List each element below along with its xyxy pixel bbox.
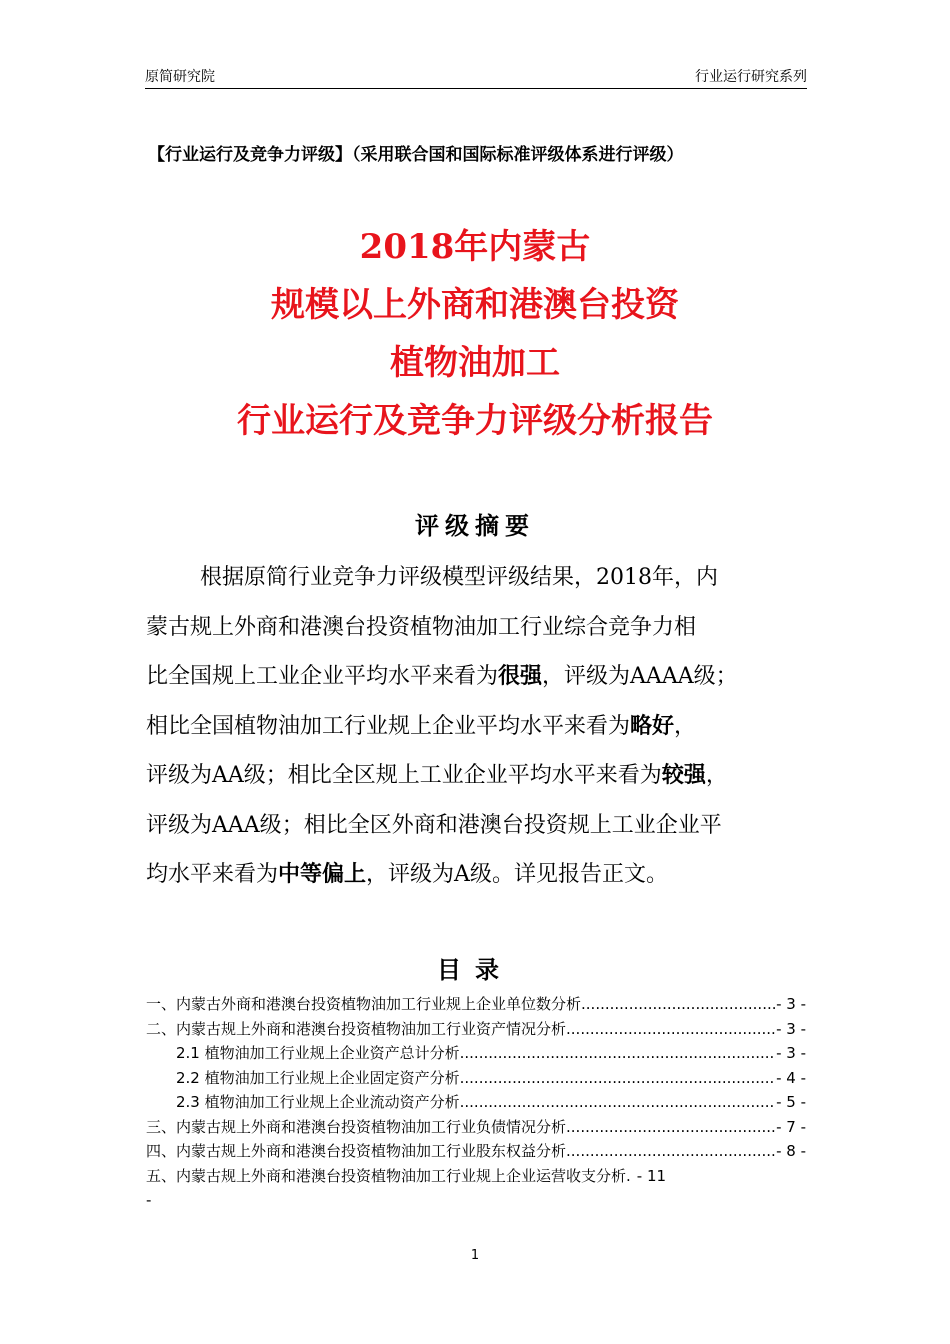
summary-text: 相比全国植物油加工行业规上企业平均水平来看为 bbox=[146, 713, 631, 739]
toc-entry-page: - 5 - bbox=[776, 1093, 806, 1111]
toc-entry-label: 二、内蒙古规上外商和港澳台投资植物油加工行业资产情况分析 bbox=[146, 1019, 567, 1038]
tagline-paren: （采用联合国和国际标准评级体系进行评级） bbox=[352, 145, 684, 165]
toc-entry-page: - 3 - bbox=[776, 1019, 806, 1038]
toc-entry-page: - 8 - bbox=[776, 1142, 806, 1160]
title-line-1: 2018年内蒙古 bbox=[359, 227, 591, 267]
title-line-2: 规模以上外商和港澳台投资 bbox=[271, 285, 679, 325]
rating-grade: A级 bbox=[454, 862, 492, 887]
tagline-bracket: 【行业运行及竞争力评级】 bbox=[148, 145, 352, 165]
header-series: 行业运行研究系列 bbox=[695, 69, 807, 85]
summary-text: ， bbox=[674, 713, 697, 739]
report-tagline bbox=[148, 140, 684, 165]
toc-entry-label: 一、内蒙古外商和港澳台投资植物油加工行业规上企业单位数分析 bbox=[146, 995, 582, 1013]
summary-text: ， bbox=[705, 763, 728, 788]
toc-entry-label: 2.3 植物油加工行业规上企业流动资产分析 bbox=[176, 1093, 460, 1111]
toc-entry[interactable] bbox=[146, 1041, 806, 1066]
summary-text: ；相比全区外商和港澳台投资规上工业企业平 bbox=[281, 812, 722, 838]
rating-strength: 较强 bbox=[661, 763, 706, 788]
toc-leader bbox=[566, 1017, 776, 1042]
summary-text: 均水平来看为 bbox=[146, 862, 279, 887]
title-line-4: 行业运行及竞争力评级分析报告 bbox=[237, 401, 713, 441]
summary-text: 。详见报告正文。 bbox=[491, 862, 668, 887]
summary-text: ； bbox=[715, 664, 738, 689]
summary-text: 评级为 bbox=[146, 763, 213, 788]
toc-entry-page: - 11 bbox=[636, 1166, 667, 1185]
title-line-3: 植物油加工 bbox=[390, 343, 560, 383]
toc-leader bbox=[460, 1066, 776, 1091]
toc-entry-page: - 4 - bbox=[776, 1068, 806, 1087]
summary-text: ；相比全区规上工业企业平均水平来看为 bbox=[265, 763, 662, 788]
summary-line bbox=[146, 850, 836, 900]
rating-strength: 中等偏上 bbox=[278, 862, 367, 887]
summary-text: 评级为 bbox=[146, 812, 213, 838]
summary-line bbox=[146, 652, 836, 702]
toc-entry[interactable] bbox=[146, 1139, 806, 1164]
toc-entry[interactable] bbox=[146, 1164, 806, 1189]
toc-entry-page: - 3 - bbox=[776, 995, 806, 1013]
toc-entry[interactable] bbox=[146, 1090, 806, 1115]
summary-heading: 评级摘要 bbox=[415, 512, 535, 540]
toc-leader bbox=[581, 992, 776, 1017]
header-org: 原简研究院 bbox=[145, 69, 215, 85]
toc-entry-page: - 3 - bbox=[776, 1044, 806, 1062]
summary-text: ，评级为 bbox=[366, 862, 455, 887]
toc-entry[interactable] bbox=[146, 1017, 806, 1042]
toc-entry[interactable] bbox=[146, 1066, 806, 1091]
summary-line bbox=[146, 751, 836, 801]
summary-line: 根据原简行业竞争力评级模型评级结果，2018年，内 bbox=[200, 565, 718, 590]
toc-entry-label: 三、内蒙古规上外商和港澳台投资植物油加工行业负债情况分析 bbox=[146, 1117, 567, 1136]
rating-strength: 很强 bbox=[498, 664, 543, 689]
toc-wrap: - bbox=[146, 1191, 152, 1209]
rating-grade: AAA级 bbox=[212, 812, 282, 838]
summary-body bbox=[146, 553, 836, 900]
rating-strength: 略好 bbox=[630, 713, 675, 739]
toc-entry-label: 2.1 植物油加工行业规上企业资产总计分析 bbox=[176, 1044, 460, 1062]
toc-leader bbox=[566, 1115, 776, 1140]
table-of-contents bbox=[146, 992, 806, 1212]
summary-line bbox=[146, 702, 836, 752]
toc-entry-label: 2.2 植物油加工行业规上企业固定资产分析 bbox=[176, 1068, 460, 1087]
toc-leader bbox=[566, 1139, 776, 1164]
toc-entry-label: 四、内蒙古规上外商和港澳台投资植物油加工行业股东权益分析 bbox=[146, 1142, 567, 1160]
toc-entry[interactable] bbox=[146, 1115, 806, 1140]
summary-line: 蒙古规上外商和港澳台投资植物油加工行业综合竞争力相 bbox=[146, 614, 697, 640]
toc-entry[interactable] bbox=[146, 992, 806, 1017]
page-header bbox=[145, 66, 807, 89]
rating-grade: AA级 bbox=[212, 763, 266, 788]
summary-text: ，评级为 bbox=[542, 664, 631, 689]
toc-entry-label: 五、内蒙古规上外商和港澳台投资植物油加工行业规上企业运营收支分析. bbox=[146, 1166, 631, 1185]
report-title bbox=[0, 218, 950, 450]
summary-text: 比全国规上工业企业平均水平来看为 bbox=[146, 664, 499, 689]
toc-leader bbox=[460, 1090, 776, 1115]
summary-line bbox=[146, 801, 836, 851]
toc-leader bbox=[460, 1041, 776, 1066]
page-number: 1 bbox=[470, 1248, 480, 1263]
toc-heading: 目录 bbox=[437, 956, 513, 984]
toc-entry-page: - 7 - bbox=[776, 1117, 806, 1136]
rating-grade: AAAA级 bbox=[630, 664, 716, 689]
